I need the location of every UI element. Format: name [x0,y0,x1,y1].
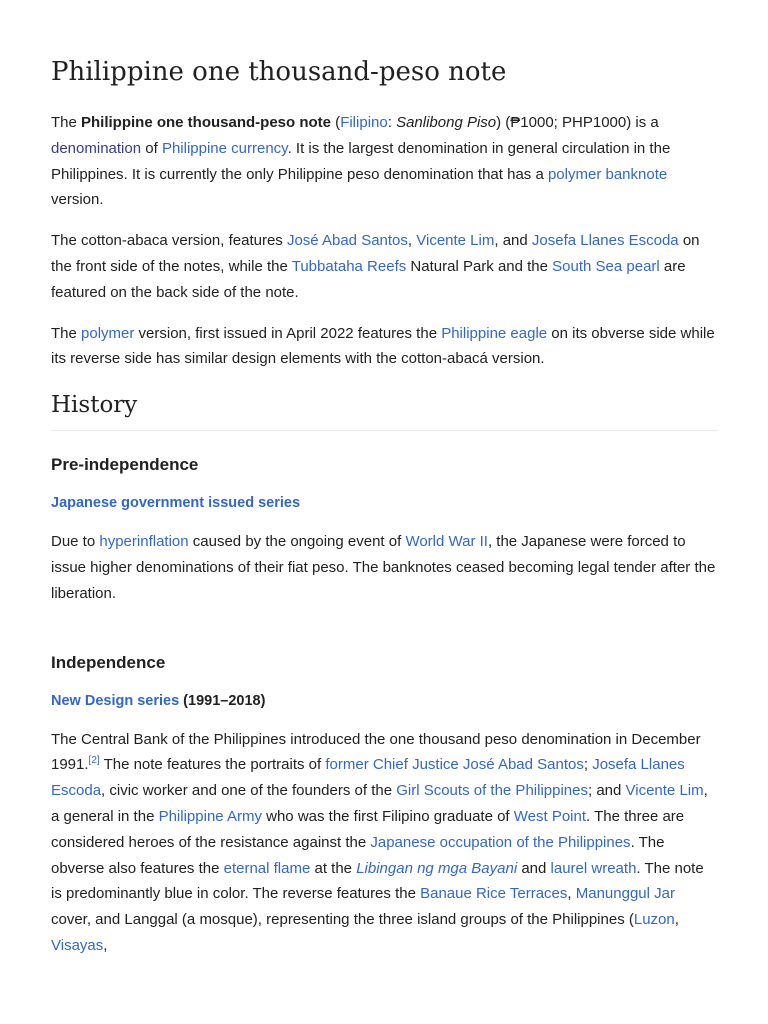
link-luzon[interactable]: Luzon [633,911,675,929]
text: of [141,139,162,157]
link-laurel-wreath[interactable]: laurel wreath [550,859,637,877]
series-years: (1991–2018) [179,692,266,709]
text: , [567,885,576,903]
link-japanese-government-issued-series[interactable]: Japanese government issued series [51,495,301,512]
reference-link[interactable]: [2] [88,755,100,767]
text: Due to [51,533,100,551]
polymer-paragraph [51,321,718,373]
text: The note features the portraits of [99,756,326,774]
text: ( [331,114,341,131]
link-eternal-flame[interactable]: eternal flame [223,859,311,877]
bold-title: Philippine one thousand-peso note [81,114,332,131]
link-japanese-occupation[interactable]: Japanese occupation of the Philippines [370,833,631,851]
link-philippine-eagle[interactable]: Philippine eagle [441,324,548,342]
text: cover, and Langgal (a mosque), representing the three island groups of the Philippines ( [51,911,634,929]
intro-paragraph [51,110,718,213]
text: , the Japanese were forced to issue higher denominations of their fiat peso. The banknotes ceased becoming legal tender after the liberation. [51,533,716,602]
text: . The note is predominantly blue in color. The reverse features the [51,859,704,903]
link-hyperinflation[interactable]: hyperinflation [99,533,189,551]
text: , a general in the [51,782,708,825]
text: . The three are considered heroes of the resistance against the [51,807,685,851]
link-visayas[interactable]: Visayas [51,936,104,954]
page-title: Philippine one thousand-peso note [51,57,507,87]
link-polymer-banknote[interactable]: polymer banknote [547,165,668,183]
text: : [387,114,397,131]
link-west-point[interactable]: West Point [513,807,587,825]
text: The Central Bank of the Philippines introduced the one thousand peso denomination in December 1991. [51,730,701,774]
text: at the [310,859,357,877]
text: on its obverse side while its reverse side has similar design elements with the cotton-abacá version. [51,324,715,368]
text: , [407,232,417,250]
text: . It is the largest denomination in general circulation in the Philippines. It is currently the only Philippine peso denomination that has a [51,139,671,183]
link-tubbataha-reefs[interactable]: Tubbataha Reefs [291,257,407,275]
link-girl-scouts-of-the-philippines[interactable]: Girl Scouts of the Philippines [396,782,588,800]
link-chief-justice-jose-abad-santos[interactable]: former Chief Justice José Abad Santos [325,756,584,774]
link-denomination[interactable]: denomination [51,139,142,157]
link-josefa-llanes-escoda[interactable]: Josefa Llanes Escoda [531,232,679,250]
text: . The obverse also features the [51,833,665,877]
italic-term: Sanlibong Piso [396,114,497,131]
series-heading [51,492,718,514]
text: version. [51,191,104,209]
text: version, first issued in April 2022 features the [134,324,442,342]
link-new-design-series[interactable]: New Design series [51,692,180,709]
text: The [51,324,82,342]
series-heading [51,690,718,712]
link-vicente-lim[interactable]: Vicente Lim [625,782,704,800]
text: who was the first Filipino graduate of [261,807,514,825]
subsection-heading-independence: Independence [51,652,166,672]
link-manunggul-jar[interactable]: Manunggul Jar [575,885,675,903]
link-filipino[interactable]: Filipino [340,114,388,131]
text: , and [494,232,532,250]
link-vicente-lim[interactable]: Vicente Lim [416,232,495,250]
text: , [103,936,108,954]
text: Natural Park and the [406,257,553,275]
text: and [517,859,551,877]
link-jose-abad-santos[interactable]: José Abad Santos [286,232,408,250]
link-josefa-llanes-escoda[interactable]: Josefa Llanes Escoda [51,756,685,800]
pre-independence-paragraph [51,529,718,606]
text: caused by the ongoing event of [188,533,406,551]
text: ; [583,756,593,774]
text: , civic worker and one of the founders of the [101,782,397,800]
link-philippine-currency[interactable]: Philippine currency [161,139,288,157]
link-philippine-army[interactable]: Philippine Army [158,807,262,825]
link-libingan-ng-mga-bayani[interactable]: Libingan ng mga Bayani [356,859,518,877]
text: , [674,911,679,929]
text: ; and [587,782,626,800]
text: The cotton-abaca version, features [51,232,287,250]
independence-paragraph [51,727,718,959]
link-world-war-ii[interactable]: World War II [405,533,488,551]
text: ) (₱1000; PHP1000) is a [496,114,659,131]
link-banaue-rice-terraces[interactable]: Banaue Rice Terraces [420,885,568,903]
text: are featured on the back side of the note. [51,257,686,301]
section-heading-history: History [51,389,718,431]
text: The [51,114,82,131]
link-south-sea-pearl[interactable]: South Sea pearl [552,257,660,275]
text: on the front side of the notes, while the [51,232,700,275]
link-polymer[interactable]: polymer [81,324,135,342]
cotton-abaca-paragraph [51,228,718,305]
subsection-heading-pre-independence: Pre-independence [51,455,199,475]
